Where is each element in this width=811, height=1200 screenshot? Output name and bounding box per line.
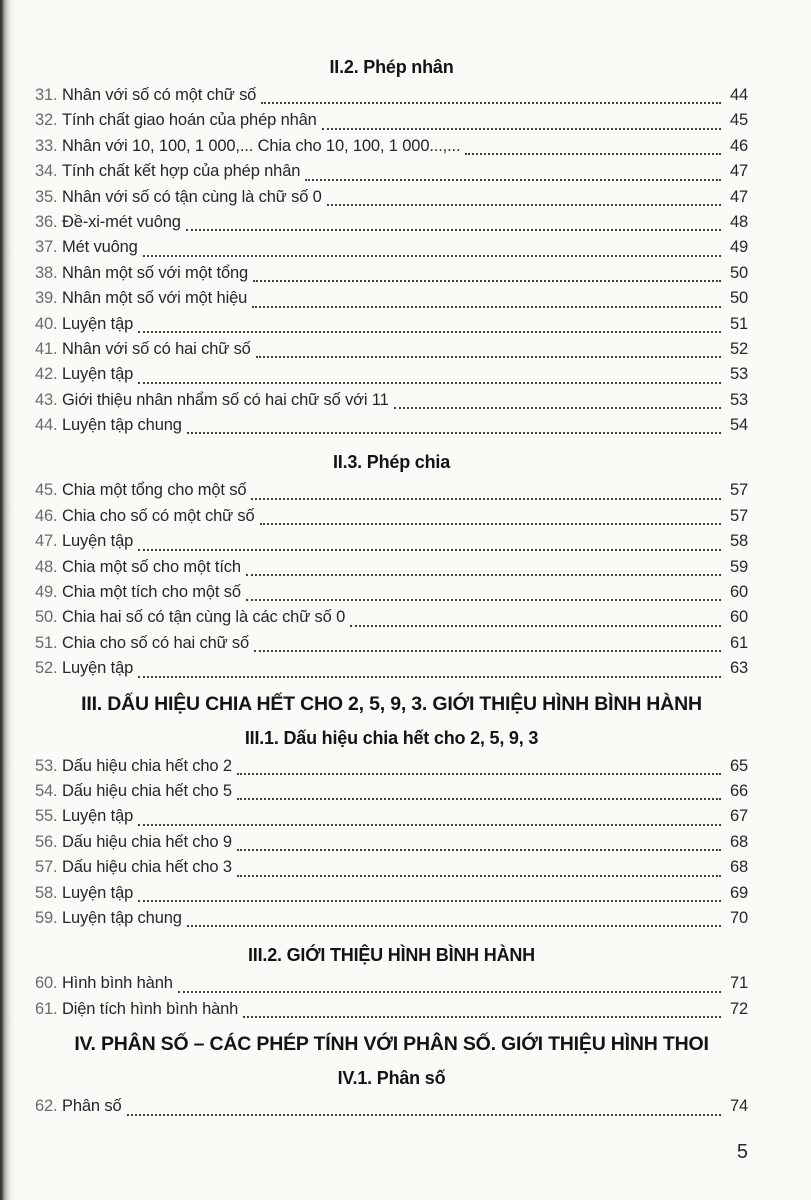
- entry-number: 51.: [35, 633, 58, 652]
- entry-title: Chia một tổng cho một số: [62, 481, 247, 500]
- entry-title: Dấu hiệu chia hết cho 5: [62, 781, 232, 800]
- entry-page-number: 58: [729, 532, 748, 551]
- dot-leader: [305, 179, 721, 181]
- toc-entry-47: [35, 532, 748, 557]
- entry-number: 37.: [35, 238, 58, 257]
- entry-page-number: 60: [729, 608, 748, 627]
- entry-number: 34.: [35, 162, 58, 181]
- entry-page-number: 65: [729, 756, 748, 775]
- section-heading: II.2. Phép nhân: [329, 57, 454, 77]
- entry-number: 40.: [35, 314, 58, 333]
- toc-entry-36: [35, 213, 748, 238]
- entry-title: Chia cho số có hai chữ số: [62, 633, 250, 652]
- dot-leader: [237, 849, 721, 851]
- toc-entry-32: [35, 111, 748, 136]
- entry-page-number: 57: [729, 481, 748, 500]
- entry-number: 43.: [35, 390, 58, 409]
- entry-title: Nhân với số có một chữ số: [62, 86, 257, 104]
- entry-title: Luyện tập chung: [62, 416, 182, 435]
- toc-entry-34: [35, 162, 748, 187]
- dot-leader: [138, 824, 721, 826]
- dot-leader: [251, 498, 721, 500]
- toc-entry-37: [35, 238, 748, 263]
- dot-leader: [237, 875, 721, 877]
- toc-entry-48: [35, 558, 748, 583]
- entry-page-number: 69: [729, 883, 748, 902]
- toc-entry-55: [35, 807, 748, 832]
- section-heading: II.3. Phép chia: [332, 452, 451, 473]
- entry-title: Luyện tập: [62, 807, 134, 826]
- toc-entry-39: [35, 289, 748, 314]
- entry-title: Luyện tập: [62, 883, 134, 902]
- entry-number: 35.: [35, 187, 58, 206]
- entry-number: 32.: [35, 111, 58, 130]
- toc-entry-58: [35, 884, 748, 909]
- dot-leader: [138, 549, 721, 551]
- section-heading: IV. PHÂN SỐ – CÁC PHÉP TÍNH VỚI PHÂN SỐ. GIỚI THIỆU HÌNH THOI: [74, 1033, 709, 1056]
- toc-entry-43: [35, 391, 748, 416]
- entry-number: 38.: [35, 263, 58, 282]
- toc-entry-56: [35, 833, 748, 858]
- entry-number: 49.: [35, 583, 58, 602]
- entry-title: Dấu hiệu chia hết cho 9: [62, 832, 232, 851]
- section-heading: III.2. GIỚI THIỆU HÌNH BÌNH HÀNH: [248, 945, 535, 966]
- toc-entry-38: [35, 264, 748, 289]
- entry-page-number: 70: [729, 908, 748, 927]
- section-heading: III. DẤU HIỆU CHIA HẾT CHO 2, 5, 9, 3. GIỚI THIỆU HÌNH BÌNH HÀNH: [81, 692, 702, 715]
- entry-title: Chia một tích cho một số: [62, 583, 241, 602]
- dot-leader: [327, 204, 721, 206]
- dot-leader: [127, 1114, 722, 1116]
- page-footer: [35, 1139, 748, 1165]
- entry-title: Luyện tập: [62, 314, 134, 333]
- toc-entry-50: [35, 608, 748, 633]
- toc-entry-52: [35, 659, 748, 684]
- entry-title: Nhân một số với một hiệu: [62, 289, 248, 308]
- toc-entry-44: [35, 416, 748, 441]
- dot-leader: [261, 102, 721, 104]
- dot-leader: [138, 382, 721, 384]
- toc-entry-62: [35, 1097, 748, 1122]
- toc-entry-41: [35, 340, 748, 365]
- entry-page-number: 49: [729, 238, 748, 257]
- entry-title: Phân số: [62, 1097, 122, 1116]
- dot-leader: [186, 229, 721, 231]
- toc-entry-45: [35, 481, 748, 506]
- entry-number: 60.: [35, 974, 58, 993]
- entry-page-number: 50: [729, 263, 748, 282]
- entry-page-number: 52: [729, 339, 748, 358]
- entry-page-number: 51: [729, 314, 748, 333]
- toc-entry-46: [35, 507, 748, 532]
- entry-title: Dấu hiệu chia hết cho 2: [62, 756, 232, 775]
- entry-number: 45.: [35, 481, 58, 500]
- entry-number: 53.: [35, 756, 58, 775]
- entry-title: Nhân một số với một tổng: [62, 263, 249, 282]
- dot-leader: [350, 625, 721, 627]
- dot-leader: [138, 900, 721, 902]
- section-heading: III.1. Dấu hiệu chia hết cho 2, 5, 9, 3: [244, 727, 539, 748]
- toc-entry-57: [35, 858, 748, 883]
- dot-leader: [138, 676, 721, 678]
- entry-number: 55.: [35, 807, 58, 826]
- toc: [35, 56, 748, 1123]
- dot-leader: [237, 798, 721, 800]
- entry-number: 62.: [35, 1097, 58, 1116]
- entry-page-number: 57: [729, 506, 748, 525]
- entry-number: 42.: [35, 365, 58, 384]
- entry-page-number: 47: [729, 162, 748, 181]
- dot-leader: [237, 773, 721, 775]
- entry-number: 56.: [35, 832, 58, 851]
- page-number: 5: [736, 1140, 748, 1163]
- dot-leader: [187, 432, 721, 434]
- dot-leader: [394, 407, 721, 409]
- entry-number: 58.: [35, 883, 58, 902]
- entry-title: Nhân với số có hai chữ số: [62, 339, 251, 358]
- toc-entry-60: [35, 974, 748, 999]
- entry-page-number: 50: [729, 289, 748, 308]
- entry-title: Chia cho số có một chữ số: [62, 506, 255, 525]
- entry-page-number: 66: [729, 781, 748, 800]
- entry-page-number: 59: [729, 557, 748, 576]
- dot-leader: [178, 991, 721, 993]
- dot-leader: [246, 574, 721, 576]
- dot-leader: [143, 255, 721, 257]
- entry-number: 57.: [35, 858, 58, 877]
- entry-number: 31.: [35, 86, 58, 104]
- entry-page-number: 68: [729, 858, 748, 877]
- entry-title: Đề-xi-mét vuông: [62, 212, 181, 231]
- entry-title: Luyện tập: [62, 659, 134, 678]
- entry-page-number: 71: [729, 974, 748, 993]
- dot-leader: [246, 599, 721, 601]
- entry-title: Nhân với 10, 100, 1 000,... Chia cho 10, 100, 1 000...,...: [62, 136, 461, 155]
- entry-number: 59.: [35, 908, 58, 927]
- entry-title: Nhân với số có tận cùng là chữ số 0: [62, 187, 322, 206]
- toc-entry-40: [35, 315, 748, 340]
- entry-number: 46.: [35, 506, 58, 525]
- dot-leader: [187, 925, 721, 927]
- toc-entry-53: [35, 757, 748, 782]
- entry-title: Dấu hiệu chia hết cho 3: [62, 858, 232, 877]
- toc-entry-49: [35, 583, 748, 608]
- entry-title: Diện tích hình bình hành: [62, 999, 239, 1018]
- dot-leader: [322, 128, 721, 130]
- entry-page-number: 68: [729, 832, 748, 851]
- toc-entry-33: [35, 137, 748, 162]
- entry-title: Chia hai số có tận cùng là các chữ số 0: [62, 608, 346, 627]
- entry-number: 54.: [35, 781, 58, 800]
- toc-entry-61: [35, 1000, 748, 1025]
- dot-leader: [138, 331, 721, 333]
- entry-page-number: 47: [729, 187, 748, 206]
- toc-entry-42: [35, 365, 748, 390]
- entry-title: Luyện tập: [62, 365, 134, 384]
- entry-page-number: 46: [729, 136, 748, 155]
- section-heading: IV.1. Phân số: [337, 1068, 446, 1089]
- entry-number: 41.: [35, 339, 58, 358]
- entry-number: 33.: [35, 136, 58, 155]
- entry-number: 39.: [35, 289, 58, 308]
- entry-title: Tính chất kết hợp của phép nhân: [62, 162, 301, 181]
- entry-page-number: 61: [729, 633, 748, 652]
- entry-number: 48.: [35, 557, 58, 576]
- entry-title: Giới thiệu nhân nhẩm số có hai chữ số với 11: [62, 390, 389, 409]
- dot-leader: [465, 153, 721, 155]
- entry-title: Tính chất giao hoán của phép nhân: [62, 111, 317, 130]
- entry-page-number: 44: [729, 86, 748, 104]
- dot-leader: [252, 306, 721, 308]
- entry-page-number: 48: [729, 212, 748, 231]
- toc-entry-54: [35, 782, 748, 807]
- entry-number: 47.: [35, 532, 58, 551]
- toc-entry-31: [35, 86, 748, 111]
- entry-number: 52.: [35, 659, 58, 678]
- entry-page-number: 63: [729, 659, 748, 678]
- toc-entry-59: [35, 909, 748, 934]
- entry-page-number: 72: [729, 999, 748, 1018]
- dot-leader: [253, 280, 721, 282]
- entry-title: Hình bình hành: [62, 974, 173, 993]
- entry-page-number: 45: [729, 111, 748, 130]
- entry-page-number: 54: [729, 416, 748, 435]
- entry-page-number: 74: [729, 1097, 748, 1116]
- dot-leader: [260, 523, 721, 525]
- entry-title: Luyện tập chung: [62, 908, 182, 927]
- entry-number: 61.: [35, 999, 58, 1018]
- entry-number: 44.: [35, 416, 58, 435]
- entry-title: Luyện tập: [62, 532, 134, 551]
- entry-title: Mét vuông: [62, 238, 138, 257]
- dot-leader: [254, 650, 721, 652]
- toc-entry-51: [35, 634, 748, 659]
- dot-leader: [256, 356, 721, 358]
- entry-page-number: 53: [729, 365, 748, 384]
- entry-number: 36.: [35, 212, 58, 231]
- entry-page-number: 53: [729, 390, 748, 409]
- dot-leader: [243, 1016, 721, 1018]
- entry-page-number: 67: [729, 807, 748, 826]
- entry-title: Chia một số cho một tích: [62, 557, 241, 576]
- toc-entry-35: [35, 188, 748, 213]
- entry-page-number: 60: [729, 583, 748, 602]
- entry-number: 50.: [35, 608, 58, 627]
